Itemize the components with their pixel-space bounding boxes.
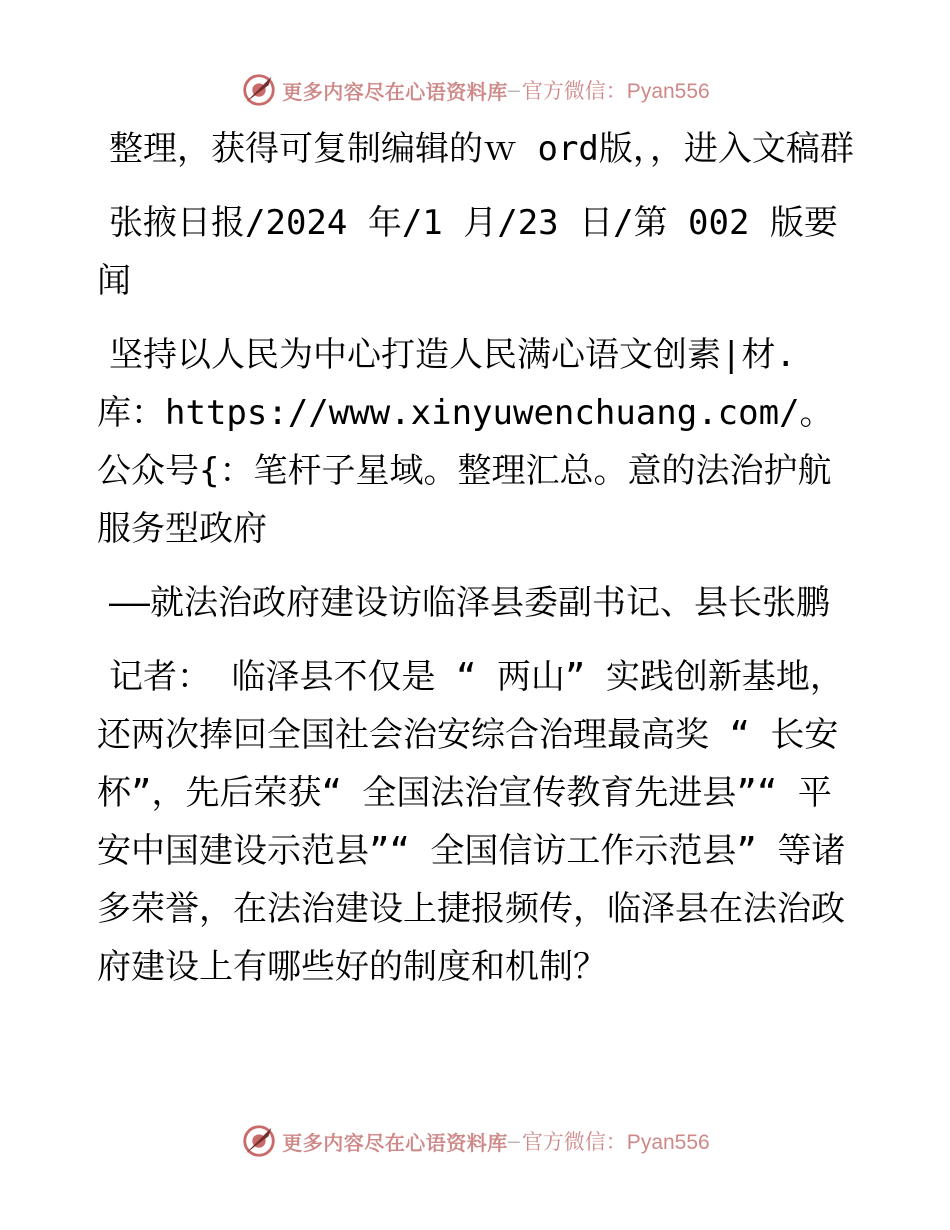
footer-watermark: [0, 1121, 950, 1161]
banner-title: 更多内容尽在心语资料库: [282, 1130, 508, 1155]
header-watermark: [0, 70, 950, 110]
paragraph-title: 坚持以人民为中心打造人民满心语文创素|材.库：https://www.xinyuwenchuang.com/。公众号{：笔杆子星域。整理汇总。意的法治护航服务型政府: [97, 335, 834, 549]
document-body: [97, 120, 857, 1012]
paragraph-source: 张掖日报/2024 年/1 月/23 日/第 002 版要闻: [97, 203, 838, 301]
banner-dash: —: [507, 78, 520, 102]
paragraph-question: 记者： 临泽县不仅是 “ 两山” 实践创新基地， 还两次捧回全国社会治安综合治理最高奖 “ 长安杯”，先后荣获“ 全国法治宣传教育先进县”“ 平安中国建设示范县”“ 全国信访工作示范县” 等诸多荣誉，在法治建设上捷报频传，临泽县在法治政府建设上有哪些好的制度和机制？: [97, 657, 846, 987]
banner-dash: —: [507, 1129, 520, 1153]
quill-logo-icon: [240, 71, 278, 109]
banner-wechat: 官方微信：Pyan556: [521, 1131, 710, 1154]
quill-logo-icon: [240, 1122, 278, 1160]
paragraph-subtitle: ——就法治政府建设访临泽县委副书记、县长张鹏: [109, 583, 830, 623]
banner-title: 更多内容尽在心语资料库: [282, 79, 508, 104]
paragraph-intro: 整理，获得可复制编辑的ｗ ord版，，进入文稿群: [109, 129, 854, 169]
banner-wechat: 官方微信：Pyan556: [521, 80, 710, 103]
